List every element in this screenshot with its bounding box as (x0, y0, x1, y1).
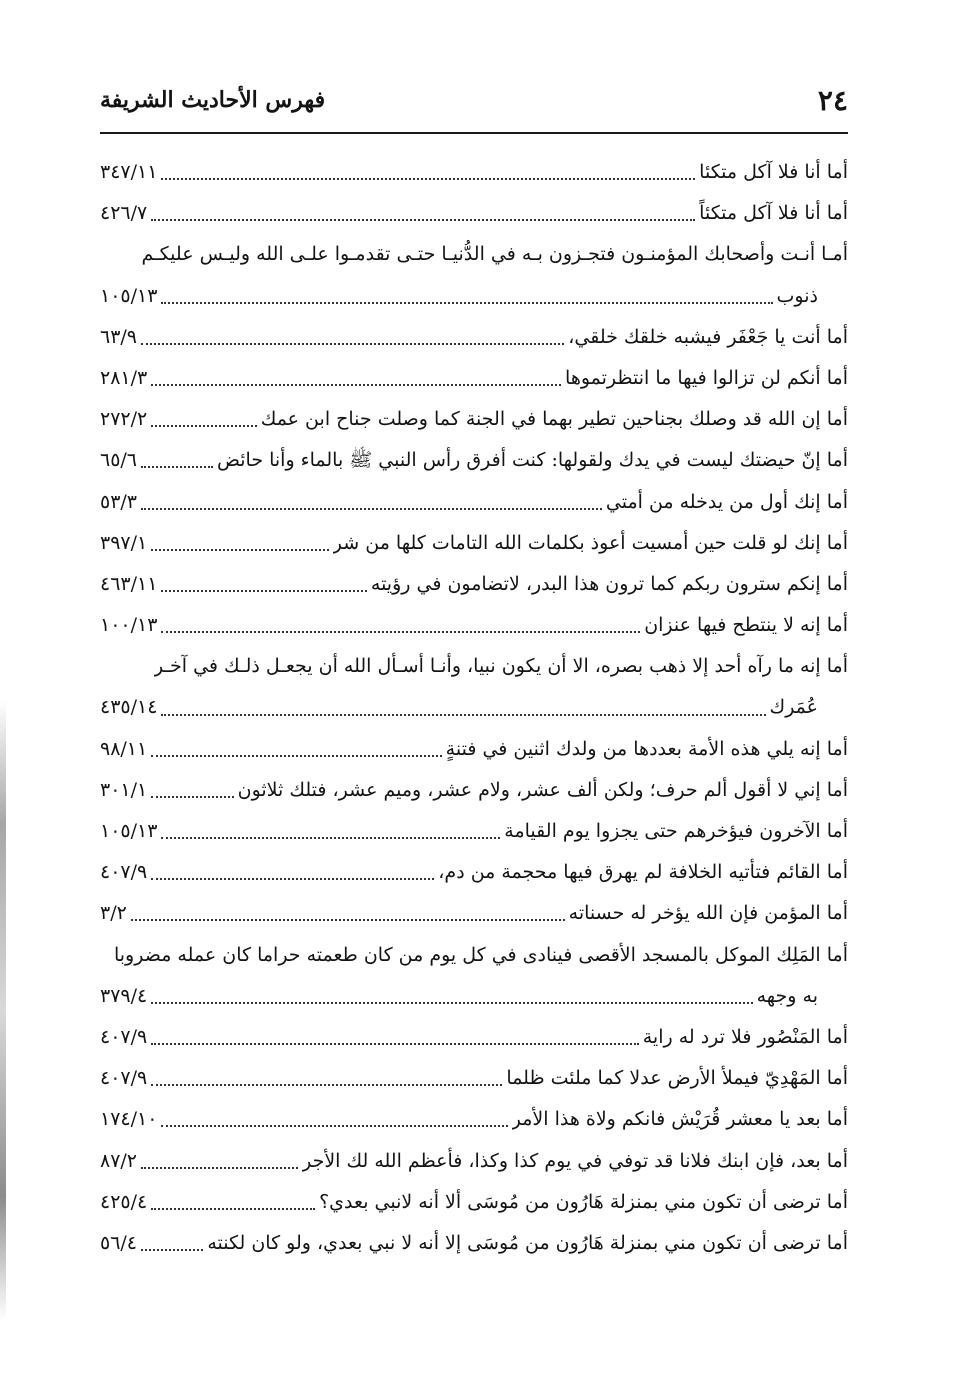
entry-line (100, 399, 848, 440)
volume-page-reference: ٩٨/١١ (100, 737, 148, 760)
volume-page-reference: ٨٧/٢ (100, 1149, 138, 1172)
hadith-text: أما المَنْصُور فلا ترد له راية (642, 1025, 848, 1048)
page-header (100, 82, 848, 118)
hadith-text: أما إن الله قد وصلك بجناحين تطير بهما في الجنة كما وصلت جناح ابن عمك (260, 408, 848, 431)
dot-leader (161, 1124, 507, 1127)
entry-line (100, 1058, 848, 1099)
entry-line (100, 152, 848, 193)
hadith-text: أما إنّ حيضتك ليست في يدك ولقولها: كنت أفرق رأس النبي ﷺ بالماء وأنا حائض (216, 449, 848, 472)
index-entry (100, 811, 848, 852)
volume-page-reference: ٥٦/٤ (100, 1231, 138, 1254)
volume-page-reference: ٢٨١/٣ (100, 366, 148, 389)
index-entry (100, 646, 848, 728)
volume-page-reference: ٤٠٧/٩ (100, 861, 148, 884)
entry-line (100, 317, 848, 358)
entry-line (100, 482, 848, 523)
dot-leader (151, 754, 441, 757)
index-entry (100, 440, 848, 481)
volume-page-reference: ٦٣/٩ (100, 325, 138, 348)
index-entry (100, 482, 848, 523)
hadith-text: أما إني لا أقول ألم حرف؛ ولكن ألف عشر، ولام عشر، وميم عشر، فتلك ثلاثون (237, 778, 848, 801)
index-entry (100, 1182, 848, 1223)
volume-page-reference: ٤٠٧/٩ (100, 1067, 148, 1090)
entry-line (100, 811, 848, 852)
entry-line (100, 605, 848, 646)
index-entry (100, 1058, 848, 1099)
hadith-text: أما بعد، فإن ابنك فلانا قد توفي في يوم كذا وكذا، فأعظم الله لك الأجر (302, 1149, 848, 1172)
dot-leader (141, 507, 602, 510)
volume-page-reference: ٥٣/٣ (100, 490, 138, 513)
volume-page-reference: ١٠٥/١٣ (100, 820, 158, 842)
hadith-text: ذنوب (776, 284, 818, 307)
dot-leader (151, 383, 561, 386)
volume-page-reference: ٣٧٩/٤ (100, 984, 148, 1007)
dot-leader (151, 424, 256, 427)
index-entry (100, 893, 848, 934)
volume-page-reference: ٣/٢ (100, 902, 127, 925)
entry-line (100, 646, 848, 687)
volume-page-reference: ١٠٠/١٣ (100, 614, 158, 637)
entry-line (100, 893, 848, 934)
dot-leader (151, 218, 695, 221)
entry-continuation-line (100, 687, 848, 728)
entry-line (100, 935, 848, 976)
entry-line (100, 564, 848, 605)
index-entry (100, 605, 848, 646)
index-entry (100, 399, 848, 440)
dot-leader (161, 177, 695, 180)
volume-page-reference: ٣٩٧/١ (100, 531, 148, 554)
hadith-text: أما القائم فتأتيه الخلافة لم يهرق فيها محجمة من دم، (438, 861, 848, 884)
entry-line (100, 1017, 848, 1058)
index-entry (100, 770, 848, 811)
dot-leader (151, 1207, 315, 1210)
dot-leader (151, 548, 329, 551)
entry-continuation-line (100, 976, 848, 1017)
volume-page-reference: ٤٦٣/١١ (100, 572, 158, 595)
entry-line (100, 234, 848, 275)
dot-leader (161, 713, 765, 716)
index-entry (100, 1223, 848, 1264)
hadith-text: أما أنا فلا آكل متكئاً (699, 202, 848, 225)
entry-line (100, 729, 848, 770)
index-entry (100, 1099, 848, 1140)
dot-leader (161, 836, 500, 839)
hadith-text: أما إنه لا ينتطح فيها عنزان (644, 614, 848, 637)
entry-line (100, 523, 848, 564)
volume-page-reference: ٤٣٥/١٤ (100, 696, 158, 719)
hadith-text: أما أنا فلا آكل متكئا (699, 161, 848, 183)
hadith-text: أما إنكم سترون ربكم كما ترون هذا البدر، لاتضامون في رؤيته (370, 572, 848, 595)
entry-line (100, 1141, 848, 1182)
running-title: فهرس الأحاديث الشريفة (100, 87, 326, 113)
hadith-text: أما الآخرون فيؤخرهم حتى يجزوا يوم القيامة (504, 820, 848, 842)
dot-leader (151, 795, 233, 798)
volume-page-reference: ٣٤٧/١١ (100, 161, 158, 183)
volume-page-reference: ٤٢٥/٤ (100, 1190, 148, 1213)
entry-continuation-line (100, 276, 848, 317)
dot-leader (141, 342, 564, 345)
index-entry (100, 729, 848, 770)
entry-line (100, 770, 848, 811)
hadith-text: أما ترضى أن تكون مني بمنزلة هَارُون من مُوسَى إلا أنه لا نبي بعدي، ولو كان لكنته (207, 1231, 848, 1254)
index-entry (100, 193, 848, 234)
hadith-text: أما المؤمن فإن الله يؤخر له حسناته (568, 902, 848, 925)
entry-line (100, 440, 848, 481)
volume-page-reference: ٢٧٢/٢ (100, 408, 148, 431)
hadith-text: أما المَهْدِيّ فيملأ الأرض عدلا كما ملئت ظلما (506, 1067, 848, 1090)
hadith-text: به وجهه (756, 984, 818, 1007)
dot-leader (151, 1042, 639, 1045)
hadith-text: أما إنك أول من يدخله من أمتي (605, 490, 848, 513)
hadith-text: عُمَرك (769, 696, 818, 719)
index-entry (100, 1017, 848, 1058)
volume-page-reference: ١٠٥/١٣ (100, 284, 158, 307)
volume-page-reference: ١٧٤/١٠ (100, 1108, 158, 1131)
index-entry (100, 1141, 848, 1182)
hadith-text: أما إنك لو قلت حين أمسيت أعوذ بكلمات الله التامات كلها من شر (332, 531, 848, 554)
hadith-text: أما إنه يلي هذه الأمة بعددها من ولدك اثنين في فتنةٍ (445, 737, 848, 760)
dot-leader (141, 1166, 298, 1169)
dot-leader (161, 630, 640, 633)
entry-line (100, 193, 848, 234)
entry-line (100, 1223, 848, 1264)
dot-leader (161, 589, 366, 592)
hadith-text: أما ترضى أن تكون مني بمنزلة هَارُون من مُوسَى ألا أنه لانبي بعدي؟ (319, 1190, 848, 1213)
dot-leader (151, 877, 434, 880)
index-entry (100, 152, 848, 193)
hadith-text: أمـا أنـت وأصحابك المؤمنـون فتجـزون بـه في الدُّنيـا حتـى تقدمـوا علـى الله وليـس عليكـم (141, 243, 848, 266)
scan-margin-shadow (0, 700, 6, 1320)
entry-line (100, 852, 848, 893)
volume-page-reference: ٤٢٦/٧ (100, 202, 148, 225)
index-entry (100, 935, 848, 1017)
dot-leader (141, 465, 213, 468)
entry-line (100, 358, 848, 399)
hadith-text: أما أنكم لن تزالوا فيها ما انتظرتموها (565, 366, 848, 389)
hadith-text: أما المَلِك الموكل بالمسجد الأقصى فينادى في كل يوم من كان طعمته حراما كان عمله مضروبا (113, 943, 848, 966)
dot-leader (151, 1001, 752, 1004)
dot-leader (131, 918, 565, 921)
hadith-index-list (100, 152, 848, 1264)
hadith-text: أما أنت يا جَعْفَر فيشبه خلقك خلقي، (568, 325, 848, 348)
volume-page-reference: ٣٠١/١ (100, 778, 148, 801)
header-rule (100, 132, 848, 134)
index-entry (100, 523, 848, 564)
dot-leader (141, 1248, 203, 1251)
volume-page-reference: ٦٥/٦ (100, 449, 138, 472)
index-entry (100, 852, 848, 893)
index-entry (100, 317, 848, 358)
entry-line (100, 1099, 848, 1140)
index-entry (100, 358, 848, 399)
index-entry (100, 234, 848, 316)
hadith-text: أما بعد يا معشر قُرَيْش فانكم ولاة هذا الأمر (511, 1108, 848, 1131)
index-entry (100, 564, 848, 605)
entry-line (100, 1182, 848, 1223)
hadith-text: أما إنه ما رآه أحد إلا ذهب بصره، الا أن يكون نبيا، وأنـا أسـأل الله أن يجعـل ذلـك في آخـر (153, 655, 848, 678)
dot-leader (161, 301, 772, 304)
dot-leader (151, 1083, 502, 1086)
page-number: ٢٤ (817, 83, 848, 117)
volume-page-reference: ٤٠٧/٩ (100, 1025, 148, 1048)
